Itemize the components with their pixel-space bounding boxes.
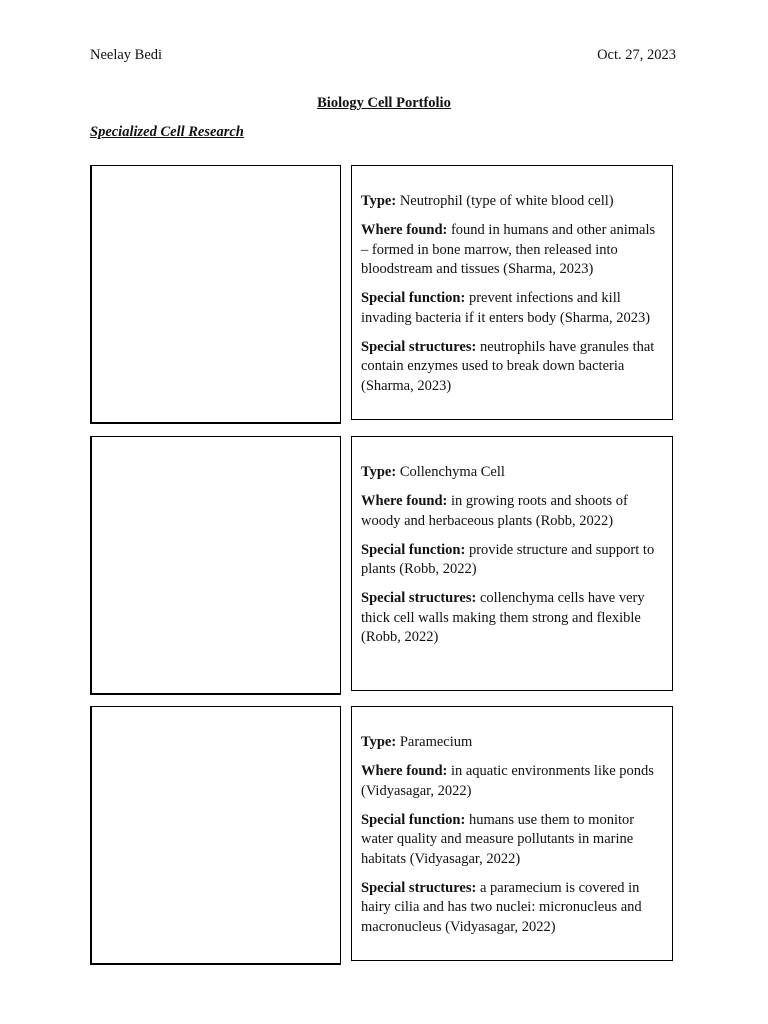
cell-special-structures: Special structures: a paramecium is covered in hairy cilia and has two nuclei: micronucleus and macronucleus (Vidyasagar, 2022) (361, 879, 642, 935)
cell-type: Type: Neutrophil (type of white blood cell) (361, 193, 614, 209)
cell-special-function: Special function: prevent infections and kill invading bacteria if it enters body (Sharma, 2023) (361, 290, 651, 326)
cell-special-structures: Special structures: neutrophils have granules that contain enzymes used to break down bacteria (Sharma, 2023) (361, 338, 655, 394)
cell-where-found: Where found: in growing roots and shoots of woody and herbaceous plants (Robb, 2022) (361, 493, 628, 529)
cell-special-structures: Special structures: collenchyma cells have very thick cell walls making them strong and flexible (Robb, 2022) (361, 590, 645, 645)
author-name: Neelay Bedi (90, 47, 163, 63)
cell-image-placeholder (90, 706, 341, 965)
cell-row-collenchyma (90, 436, 676, 694)
cell-type: Type: Paramecium (361, 734, 473, 750)
cell-row-neutrophil (90, 165, 676, 423)
cell-where-found: Where found: in aquatic environments like ponds (Vidyasagar, 2022) (361, 763, 654, 799)
document-title: Biology Cell Portfolio (317, 95, 451, 111)
cell-info-box (351, 436, 673, 691)
cell-image-placeholder (90, 436, 341, 695)
cell-type: Type: Collenchyma Cell (361, 464, 505, 480)
cell-image-placeholder (90, 165, 341, 424)
cell-row-paramecium (90, 706, 676, 964)
cell-info-box (351, 706, 673, 961)
document-date: Oct. 27, 2023 (597, 47, 676, 63)
cell-info-box (351, 165, 673, 420)
cell-where-found: Where found: found in humans and other animals – formed in bone marrow, then released into bloodstream and tissues (Sharma, 2023) (361, 222, 656, 277)
cell-special-function: Special function: provide structure and support to plants (Robb, 2022) (361, 541, 655, 577)
cell-special-function: Special function: humans use them to monitor water quality and measure pollutants in marine habitats (Vidyasagar, 2022) (361, 811, 635, 867)
section-heading: Specialized Cell Research (90, 124, 244, 140)
